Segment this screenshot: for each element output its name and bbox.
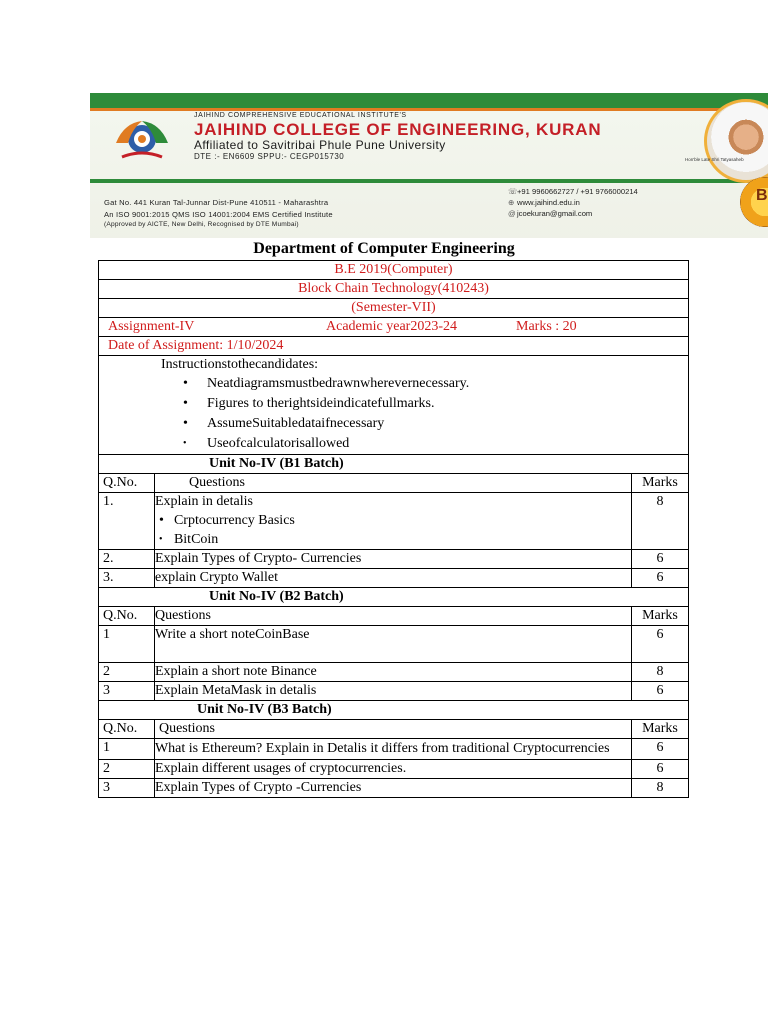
- question-text: Explain different usages of cryptocurrencies.: [154, 760, 631, 779]
- academic-year: Academic year2023-24: [326, 319, 457, 334]
- globe-icon: ⊕: [508, 198, 515, 207]
- instruction-item: • Useofcalculatorisallowed: [161, 434, 684, 454]
- question-row: [99, 663, 689, 682]
- total-marks: Marks : 20: [516, 319, 577, 334]
- semester-row: [99, 299, 689, 318]
- email-icon: @: [508, 209, 516, 218]
- question-row: [99, 550, 689, 569]
- phone-text: +91 9960662727 / +91 9766000214: [517, 187, 638, 196]
- sub-topic-list: [155, 511, 627, 549]
- marks-header: Marks: [632, 474, 689, 493]
- assignment-info: [99, 318, 689, 337]
- institute-codes: DTE :- EN6609 SPPU:- CEGP015730: [194, 152, 345, 161]
- question-text: Explain Types of Crypto -Currencies: [154, 779, 631, 798]
- college-letterhead: [90, 93, 768, 238]
- question-text: What is Ethereum? Explain in Detalis it differs from traditional Cryptocurrencies: [154, 739, 631, 760]
- question-row: [99, 760, 689, 779]
- marks-header: Marks: [632, 607, 689, 626]
- question-number: 2: [99, 663, 155, 682]
- program-text: B.E 2019(Computer): [99, 261, 689, 280]
- instructions-title: Instructionstothecandidates:: [161, 357, 319, 372]
- question-row: [99, 626, 689, 663]
- question-text: Explain a short note Binance: [154, 663, 631, 682]
- question-number: 3: [99, 779, 155, 798]
- sub-topic-item: • BitCoin: [155, 530, 627, 549]
- address-line-2: An ISO 9001:2015 QMS ISO 14001:2004 EMS Certified Institute: [104, 210, 333, 219]
- website-text: www.jaihind.edu.in: [517, 198, 580, 207]
- question-marks: 6: [632, 550, 689, 569]
- contact-phone: [508, 187, 638, 196]
- qno-header: Q.No.: [99, 474, 155, 493]
- question-text: Explain MetaMask in detalis: [154, 682, 631, 701]
- email-text: jcoekuran@gmail.com: [517, 209, 593, 218]
- instructions-row: [99, 356, 689, 455]
- questions-header: Questions: [154, 720, 631, 739]
- unit-title-row: [99, 455, 689, 474]
- instruction-item: • Neatdiagramsmustbedrawnwherevernecessary.: [161, 374, 684, 394]
- question-marks: 8: [632, 663, 689, 682]
- questions-header: Questions: [154, 607, 631, 626]
- college-name: JAIHIND COLLEGE OF ENGINEERING, KURAN: [194, 120, 602, 139]
- founder-caption: Hon'ble Late Shri Tatyasaheb: [685, 157, 744, 162]
- question-marks: 6: [632, 739, 689, 760]
- sub-topic-item: • Crptocurrency Basics: [155, 511, 627, 530]
- question-number: 2.: [99, 550, 155, 569]
- qno-header: Q.No.: [99, 607, 155, 626]
- question-row: [99, 682, 689, 701]
- course-text: Block Chain Technology(410243): [99, 280, 689, 299]
- question-marks: 6: [632, 682, 689, 701]
- letterhead-divider: [90, 179, 768, 183]
- column-header-row: [99, 607, 689, 626]
- date-row: [99, 337, 689, 356]
- question-number: 1: [99, 626, 155, 663]
- unit-title-row: [99, 588, 689, 607]
- address-line-3: (Approved by AICTE, New Delhi, Recognised by DTE Mumbai): [104, 221, 299, 228]
- contact-email: [508, 209, 592, 218]
- instructions-list: [161, 374, 684, 454]
- question-number: 3: [99, 682, 155, 701]
- unit-title: Unit No-IV (B1 Batch): [99, 455, 689, 474]
- column-header-row: [99, 474, 689, 493]
- question-text: Explain Types of Crypto- Currencies: [154, 550, 631, 569]
- instruction-item: • AssumeSuitabledataifnecessary: [161, 414, 684, 434]
- question-text: Explain in detalis: [154, 494, 253, 509]
- question-row: [99, 739, 689, 760]
- question-number: 1.: [99, 493, 155, 550]
- questions-header: Questions: [154, 474, 631, 493]
- phone-icon: ☏: [508, 187, 518, 196]
- question-cell: [154, 493, 631, 550]
- instructions-cell: [99, 356, 689, 455]
- question-text: explain Crypto Wallet: [154, 569, 631, 588]
- question-number: 2: [99, 760, 155, 779]
- date-of-assignment: Date of Assignment: 1/10/2024: [99, 337, 689, 356]
- question-marks: 8: [632, 493, 689, 550]
- assignment-number: Assignment-IV: [108, 319, 195, 334]
- unit-title-row: [99, 701, 689, 720]
- qno-header: Q.No.: [99, 720, 155, 739]
- unit-title: Unit No-IV (B3 Batch): [99, 701, 689, 720]
- department-title: Department of Computer Engineering: [253, 240, 515, 257]
- question-number: 3.: [99, 569, 155, 588]
- question-row: [99, 779, 689, 798]
- course-row: [99, 280, 689, 299]
- badge-letter: B: [756, 187, 768, 204]
- assignment-info-row: [99, 318, 689, 337]
- address-line-1: Gat No. 441 Kuran Tal-Junnar Dist-Pune 410511 - Maharashtra: [104, 198, 329, 207]
- letterhead-top-stripe: [90, 93, 768, 108]
- unit-title: Unit No-IV (B2 Batch): [99, 588, 689, 607]
- institute-line: JAIHIND COMPREHENSIVE EDUCATIONAL INSTITUTE'S: [194, 112, 407, 119]
- college-logo-icon: [102, 113, 182, 165]
- program-row: [99, 261, 689, 280]
- question-text: Write a short noteCoinBase: [154, 626, 631, 663]
- question-marks: 6: [632, 626, 689, 663]
- question-marks: 6: [632, 760, 689, 779]
- question-row: [99, 569, 689, 588]
- semester-text: (Semester-VII): [99, 299, 689, 318]
- question-marks: 6: [632, 569, 689, 588]
- column-header-row: [99, 720, 689, 739]
- instruction-item: • Figures to therightsideindicatefullmarks.: [161, 394, 684, 414]
- question-marks: 8: [632, 779, 689, 798]
- assignment-table: [98, 260, 689, 798]
- contact-website: [508, 198, 580, 207]
- marks-header: Marks: [632, 720, 689, 739]
- question-number: 1: [99, 739, 155, 760]
- question-row: [99, 493, 689, 550]
- affiliation: Affiliated to Savitribai Phule Pune University: [194, 138, 446, 152]
